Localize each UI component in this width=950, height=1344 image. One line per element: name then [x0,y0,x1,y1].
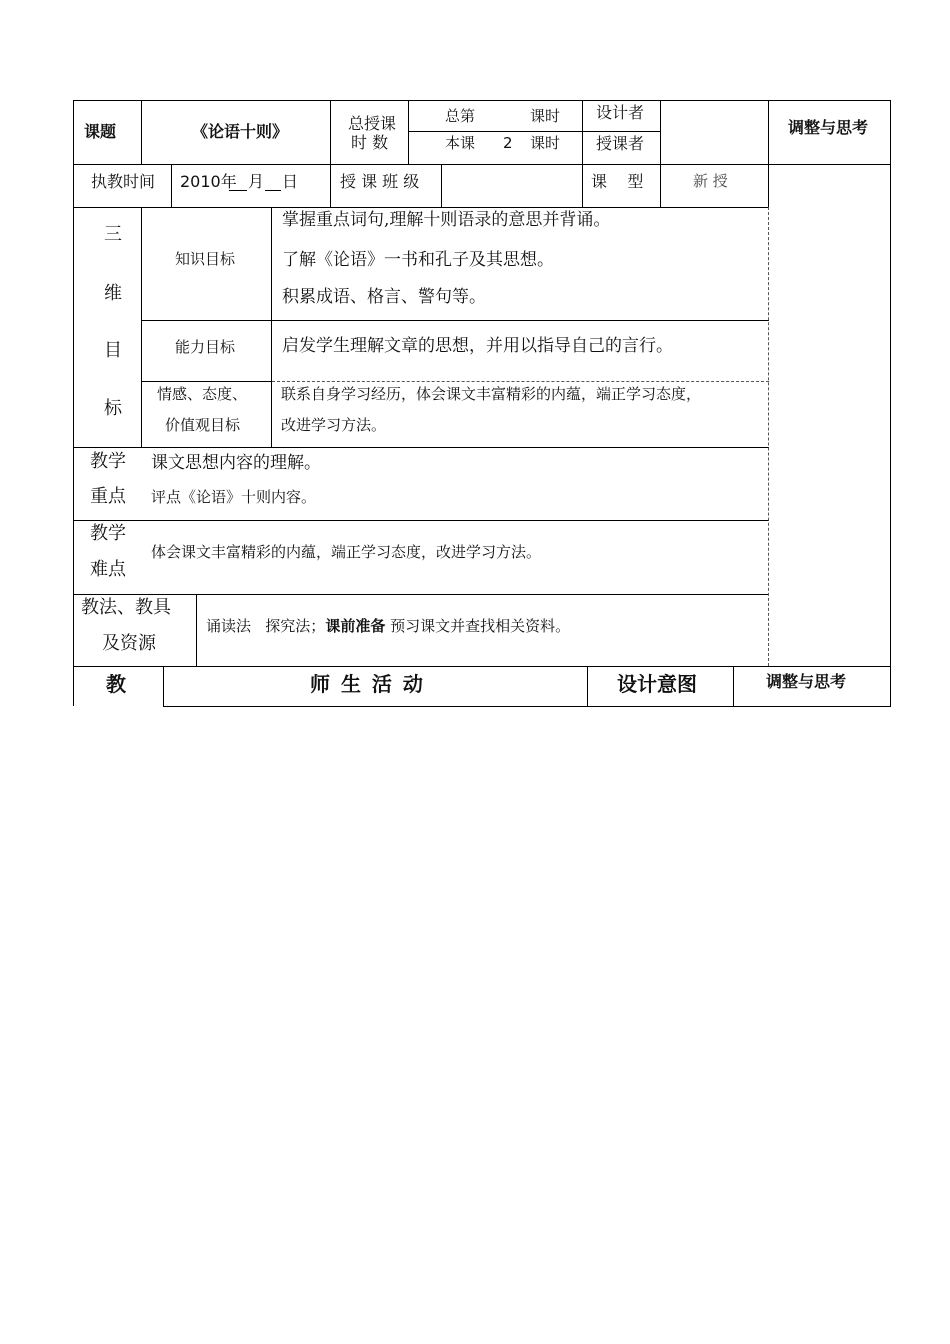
knowledge-goal-label: 知识目标 [175,250,236,268]
date-month: 月 [248,172,265,191]
topic-value: 《论语十则》 [192,122,289,141]
method-content-left-line [196,594,197,666]
knowledge-goal-line-3: 积累成语、格言、警句等。 [282,287,486,307]
methods-bottom-line [73,666,891,667]
goals-char-1: 三 [104,224,122,245]
keypoints-line-1: 课文思想内容的理解。 [151,453,321,473]
goals-char-2: 维 [104,283,122,304]
methods-label-line1: 教法、教具 [81,597,171,618]
date-day-blank [265,174,281,191]
total-hours-label-line1: 总授课 [348,114,397,133]
emotion-goal-line1: 联系自身学习经历，体会课文丰富精彩的内蕴，端正学习态度， [281,385,702,403]
methods-label-line2: 及资源 [102,633,156,654]
class-label: 授 课 班 级 [340,172,420,191]
class-value-left-line [441,164,442,207]
goal-content-left-line [271,207,272,447]
topic-value-left-line [141,100,142,164]
emotion-goal-line2: 改进学习方法。 [281,416,387,434]
difficulties-bottom-line [73,594,769,595]
knowledge-goal-line-1: 掌握重点词句,理解十则语录的意思并背诵。 [282,210,611,230]
emotion-goal-label-line2: 价值观目标 [165,416,241,434]
keypoints-label-line1: 教学 [90,451,126,472]
row2-bottom-line [73,207,769,208]
topic-value-right-line [330,100,331,207]
methods-text-c: 预习课文并查找相关资料。 [385,617,571,635]
emotion-goal-label-line1: 情感、态度、 [157,385,248,403]
difficulties-label-line1: 教学 [90,523,126,544]
bottom-activities-right-line [587,666,588,706]
ability-bottom-dashed [272,381,769,382]
table-left-border [73,100,74,706]
lesson-unit-label-2: 课时 [530,134,561,152]
date-day: 日 [282,172,299,191]
bottom-design-right-line [733,666,734,706]
bottom-activities-header: 师 生 活 动 [310,672,425,696]
designer-label: 设计者 [596,103,645,122]
keypoints-label-line2: 重点 [90,486,126,507]
date-left-line [171,164,172,207]
bottom-design-intent-header: 设计意图 [617,672,697,696]
bottom-teach-header: 教 [106,672,126,696]
knowledge-goal-line-2: 了解《论语》一书和孔子及其思想。 [282,250,554,270]
bottom-teach-right-line [163,666,164,706]
bottom-adjust-header: 调整与思考 [766,672,847,691]
topic-label: 课题 [84,122,117,141]
designer-right-line [660,100,661,207]
methods-prep-label: 课前准备 [325,617,386,635]
goals-char-4: 标 [104,398,122,419]
date-year: 2010年 [180,172,237,191]
hours-left-line [408,100,409,164]
ability-bottom-line [142,381,272,382]
goals-bottom-line [73,447,769,448]
total-hours-label-line2: 时 数 [351,133,389,152]
designer-left-line [582,100,583,207]
lesson-unit-label-1: 课时 [530,107,561,125]
keypoints-line-2: 评点《论语》十则内容。 [151,488,317,506]
goal-label-left-line [141,207,142,447]
ability-goal-label: 能力目标 [175,338,236,356]
adjust-column-line [768,100,769,207]
type-label: 课 型 [591,172,644,191]
type-value: 新 授 [693,172,728,190]
goals-char-3: 目 [104,340,122,361]
difficulties-label-line2: 难点 [90,559,126,580]
ability-goal-text: 启发学生理解文章的思想，并用以指导自己的言行。 [282,336,673,356]
total-nth-label: 总第 [445,107,476,125]
difficulties-text: 体会课文丰富精彩的内蕴，端正学习态度，改进学习方法。 [151,543,542,561]
table-bottom-line [163,706,891,707]
methods-text [206,619,570,634]
header-mid-line [408,131,660,132]
this-lesson-label: 本课 [445,134,476,152]
knowledge-bottom-line [142,320,769,321]
table-right-border [890,100,891,706]
date-month-blank [229,174,247,191]
adjust-label: 调整与思考 [788,118,869,137]
keypoints-bottom-line [73,520,769,521]
this-lesson-count: 2 [503,134,513,152]
teach-time-label: 执教时间 [91,172,156,191]
teacher-label: 授课者 [596,134,645,153]
methods-text-a: 诵读法 探究法； [206,617,326,635]
adjust-column-dashed [768,207,769,666]
